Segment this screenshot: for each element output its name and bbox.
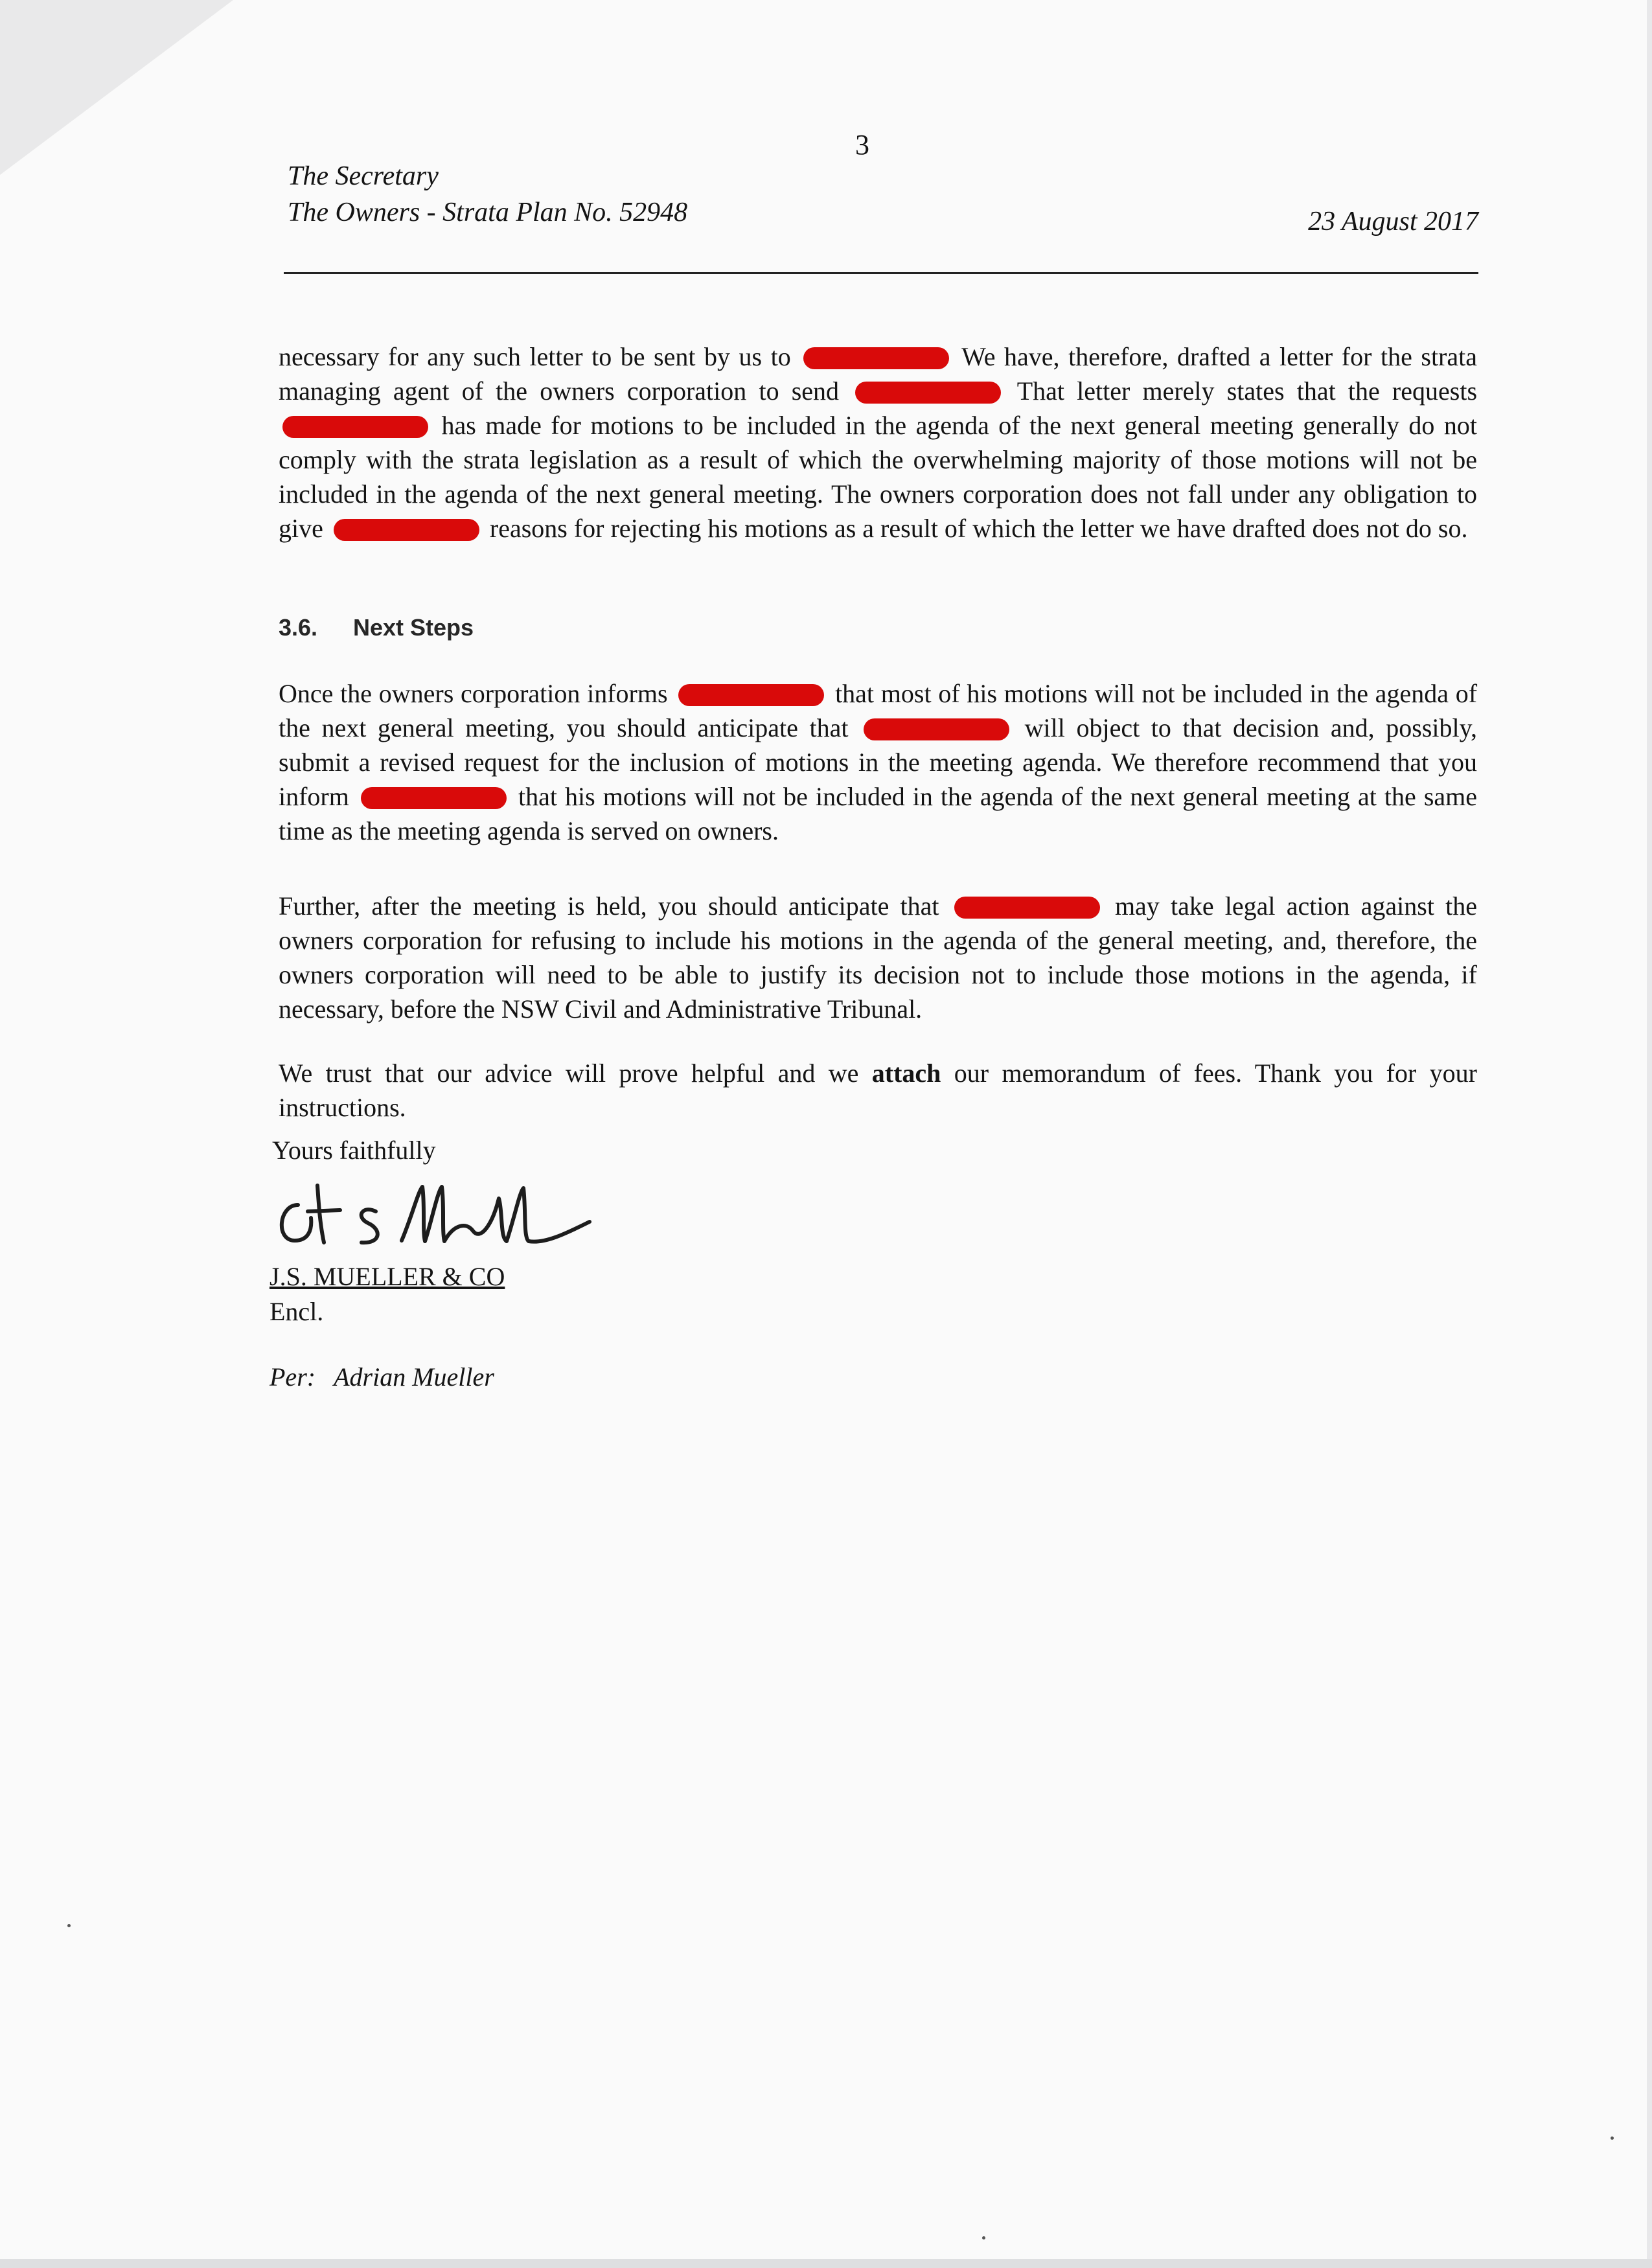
- page-number: 3: [855, 129, 869, 161]
- paragraph-3: [279, 889, 1477, 1026]
- page-edge-right: [1647, 0, 1652, 2268]
- handwritten-signature: [272, 1179, 609, 1257]
- signatory-name: Adrian Mueller: [334, 1362, 494, 1392]
- per-label: Per:: [270, 1362, 316, 1392]
- paragraph-2-text-4: that his motions will not be included in the agenda of the next general meeting at the same time as the meeting agenda is served on owners.: [279, 782, 1478, 845]
- paragraph-4-bold: attach: [871, 1059, 941, 1088]
- paragraph-2: [279, 676, 1477, 848]
- recipient-line-2: The Owners - Strata Plan No. 52948: [288, 198, 688, 227]
- paragraph-1-text-4: has made for motions to be included in the agenda of the next general meeting generally do not comply with the strata legislation as a result of which the overwhelming majority of those motions will not be included in the agenda of the next general meeting. The owners corporation does not fall under any obligation to give: [279, 411, 1477, 543]
- signature-block: [270, 1259, 505, 1329]
- scan-speck: [1611, 2136, 1614, 2140]
- redaction-mark: [803, 347, 949, 369]
- paragraph-1-text-2: We have, therefore, drafted a letter for the strata managing agent of the owners corporation to send: [279, 342, 1477, 406]
- paragraph-3-text-2: may take legal action against the owners corporation for refusing to include his motions in the agenda of the general meeting, and, therefore, the owners corporation will need to be able to justify its decision not to include those motions in the agenda, if necessary, before the NSW Civil and Administrative Tribunal.: [279, 891, 1478, 1024]
- redaction-mark: [864, 718, 1009, 740]
- paragraph-1-text-3: That letter merely states that the requests: [1016, 376, 1478, 406]
- section-title: Next Steps: [353, 614, 474, 641]
- redaction-mark: [954, 897, 1100, 919]
- scan-speck: [67, 1924, 71, 1927]
- letter-date: 23 August 2017: [1308, 207, 1478, 236]
- redaction-mark: [334, 519, 479, 541]
- paragraph-4: [279, 1056, 1477, 1125]
- redaction-mark: [361, 787, 507, 809]
- folded-corner: [0, 0, 233, 175]
- paragraph-1-text-5: reasons for rejecting his motions as a result of which the letter we have drafted does not do so.: [489, 514, 1468, 543]
- letter-recipient: [288, 158, 687, 231]
- section-heading: [279, 614, 474, 641]
- redaction-mark: [678, 684, 824, 706]
- paragraph-3-text-1: Further, after the meeting is held, you should anticipate that: [279, 891, 939, 921]
- page-edge-bottom: [0, 2259, 1652, 2268]
- paragraph-2-text-1: Once the owners corporation informs: [279, 679, 668, 708]
- header-divider: [284, 272, 1478, 274]
- signatory: [270, 1362, 494, 1392]
- section-number: 3.6.: [279, 614, 318, 641]
- paragraph-2-text-3: will object to that decision and, possibly, submit a revised request for the inclusion of motions in the meeting agenda. We therefore recommend that you inform: [279, 713, 1478, 811]
- firm-name: J.S. MUELLER & CO: [270, 1262, 505, 1291]
- paragraph-2-text-2: that most of his motions will not be included in the agenda of the next general meeting, you should anticipate that: [279, 679, 1478, 742]
- redaction-mark: [282, 416, 428, 438]
- redaction-mark: [855, 382, 1001, 404]
- closing-salutation: Yours faithfully: [272, 1136, 436, 1165]
- paragraph-4-text-2: our memorandum of fees. Thank you for your instructions.: [279, 1059, 1478, 1122]
- paragraph-1-text-1: necessary for any such letter to be sent by us to: [279, 342, 791, 371]
- paragraph-4-text-1: We trust that our advice will prove helpful and we: [279, 1059, 859, 1088]
- scan-speck: [982, 2236, 985, 2239]
- recipient-line-1: The Secretary: [288, 161, 439, 191]
- paragraph-1: [279, 339, 1477, 545]
- enclosure-note: Encl.: [270, 1297, 324, 1326]
